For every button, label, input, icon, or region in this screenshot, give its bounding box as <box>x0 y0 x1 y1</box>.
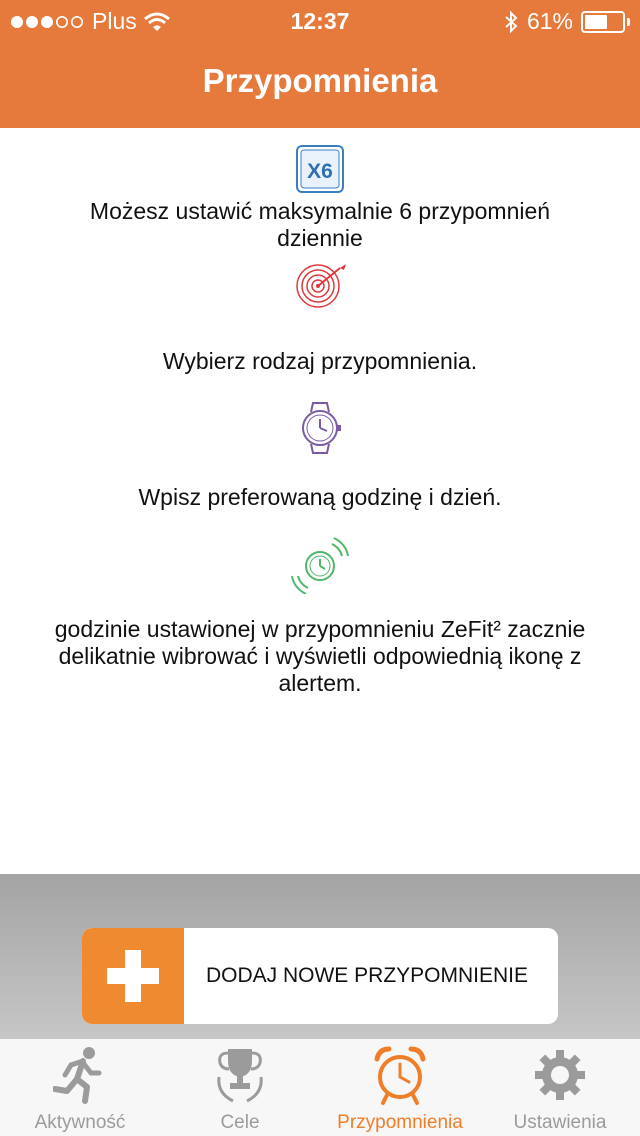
carrier-name: Plus <box>92 8 137 34</box>
step-text: Możesz ustawić maksymalnie 6 przypomnień dziennie <box>89 198 551 251</box>
tab-aktywnosc[interactable] <box>0 1039 160 1136</box>
step-time-and-day <box>0 400 640 511</box>
step-text: Wpisz preferowaną godzinę i dzień. <box>138 484 502 510</box>
add-reminder-button[interactable] <box>82 928 558 1024</box>
step-vibration-alert <box>0 534 640 697</box>
tab-bar <box>0 1038 640 1136</box>
vibrating-watch-icon <box>288 534 352 594</box>
running-icon <box>53 1045 107 1105</box>
status-time: 12:37 <box>290 8 350 34</box>
plus-icon <box>82 928 184 1024</box>
tab-przypomnienia[interactable] <box>320 1039 480 1136</box>
tab-label: Cele <box>220 1112 260 1133</box>
page-title: Przypomnienia <box>202 62 438 99</box>
tab-label: Przypomnienia <box>337 1112 463 1133</box>
alarm-clock-icon <box>373 1045 427 1107</box>
step-text: Wybierz rodzaj przypomnienia. <box>162 348 478 374</box>
step-text: godzinie ustawionej w przypomnieniu ZeFit² zacznie delikatnie wibrować i wyświetli odpowiednią ikonę z alertem. <box>54 616 586 696</box>
step-reminder-type <box>0 260 640 375</box>
reminder-instructions <box>0 128 640 874</box>
battery-icon <box>581 11 625 33</box>
tab-label: Ustawienia <box>513 1112 607 1133</box>
x6-icon <box>295 144 345 194</box>
battery-nub <box>627 18 630 26</box>
status-bar <box>0 0 640 40</box>
watch-icon <box>295 400 345 456</box>
gear-icon <box>533 1045 587 1105</box>
svg-text:X6: X6 <box>307 160 333 183</box>
target-icon <box>290 260 350 310</box>
trophy-icon <box>213 1045 267 1107</box>
tab-ustawienia[interactable] <box>480 1039 640 1136</box>
tab-label: Aktywność <box>34 1112 126 1133</box>
tab-cele[interactable] <box>160 1039 320 1136</box>
add-reminder-label: DODAJ NOWE PRZYPOMNIENIE <box>205 964 529 987</box>
app-header <box>0 0 640 128</box>
status-right <box>503 8 630 35</box>
add-reminder-area <box>0 874 640 1038</box>
bluetooth-icon <box>503 10 519 34</box>
step-max-reminders <box>0 144 640 252</box>
battery-level-fill <box>585 15 607 29</box>
battery-percent: 61% <box>526 8 573 34</box>
